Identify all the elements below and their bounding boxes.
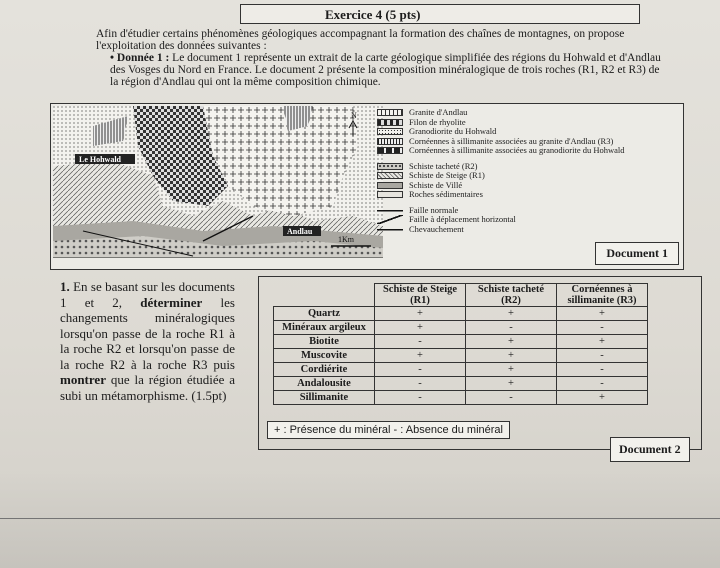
checker-swatch	[377, 119, 403, 126]
bullet-label: • Donnée 1 :	[110, 52, 170, 64]
mineral-presence-cell: -	[375, 335, 466, 349]
legend-label: Cornéennes à sillimanite associées au granodiorite du Hohwald	[409, 145, 625, 155]
mineral-presence-cell: -	[375, 363, 466, 377]
table-row	[274, 391, 648, 405]
map-scale-label: 1Km	[338, 235, 354, 244]
table-row	[274, 377, 648, 391]
mineral-presence-cell: +	[466, 363, 557, 377]
document-2	[258, 276, 702, 450]
mineral-presence-cell: +	[557, 307, 648, 321]
document-1-label: Document 1	[595, 242, 679, 265]
map-legend	[377, 108, 677, 234]
column-header: Schiste tacheté (R2)	[466, 284, 557, 307]
light-swatch	[377, 191, 403, 198]
intro-text	[96, 28, 666, 88]
legend-label: Chevauchement	[409, 223, 464, 234]
table-header-row	[274, 284, 648, 307]
grey-swatch	[377, 182, 403, 189]
mineral-presence-cell: +	[466, 377, 557, 391]
mineral-name: Cordiérite	[274, 363, 375, 377]
legend-label: Faille à déplacement horizontal	[409, 214, 516, 224]
mineral-presence-cell: -	[375, 377, 466, 391]
legend-item	[377, 225, 677, 235]
spots-swatch	[377, 163, 403, 170]
dots-swatch	[377, 128, 403, 135]
bricks-swatch	[377, 147, 403, 154]
bullet-donnee-1	[110, 52, 666, 88]
mineral-name: Andalousite	[274, 377, 375, 391]
legend-label: Roches sédimentaires	[409, 189, 483, 199]
column-header: Schiste de Steige (R1)	[375, 284, 466, 307]
north-arrow-label: N	[351, 111, 357, 120]
legend-label: Granodiorite du Hohwald	[409, 126, 497, 136]
document-2-label: Document 2	[610, 437, 690, 462]
page-shading	[0, 470, 720, 568]
mineral-presence-cell: +	[375, 321, 466, 335]
mineral-presence-cell: +	[466, 349, 557, 363]
thrust-swatch	[377, 225, 403, 234]
mineral-presence-cell: -	[466, 321, 557, 335]
mineral-presence-cell: +	[557, 391, 648, 405]
question-text-part: que la région étudiée a subi un métamorphisme. (1.5pt)	[60, 372, 235, 403]
table-row	[274, 363, 648, 377]
mineral-presence-cell: -	[466, 391, 557, 405]
fault-normal-swatch	[377, 206, 403, 215]
mineral-presence-cell: +	[557, 335, 648, 349]
intro-line: Afin d'étudier certains phénomènes géologiques accompagnant la formation des chaînes de montagnes, on propose l'exploitation des données suivantes :	[96, 28, 625, 52]
table-row	[274, 307, 648, 321]
legend-item	[377, 146, 677, 156]
legend-label: Schiste tacheté (R2)	[409, 160, 478, 171]
mineral-name: Sillimanite	[274, 391, 375, 405]
mineral-name: Quartz	[274, 307, 375, 321]
mineral-name: Biotite	[274, 335, 375, 349]
cross-swatch	[377, 109, 403, 116]
header-blank	[274, 284, 375, 307]
question-number: 1.	[60, 279, 70, 294]
bullet-text: Le document 1 représente un extrait de la carte géologique simplifiée des régions du Hohwald et d'Andlau des Vosges du Nord en France. Le document 2 présente la composition minéralogique de trois roches (R1, R2 et R3) de la région d'Andlau qui ont la même composition chimique.	[110, 52, 661, 88]
mineral-presence-cell: +	[466, 307, 557, 321]
map-label-hohwald: Le Hohwald	[79, 155, 122, 164]
mineral-presence-cell: +	[375, 349, 466, 363]
table-row	[274, 349, 648, 363]
mineral-name: Muscovite	[274, 349, 375, 363]
document-1	[50, 103, 684, 270]
fault-strike-swatch	[377, 215, 403, 224]
legend-label: Granite d'Andlau	[409, 107, 468, 117]
question-text-part: les changements minéralogiques lorsqu'on passe de la roche R1 à la roche R2 et lorsqu'on passe de la roche R2 à la roche R3 puis	[60, 294, 235, 372]
legend-label: Cornéennes à sillimanite associées au granite d'Andlau (R3)	[409, 135, 614, 146]
hatch-swatch	[377, 172, 403, 179]
legend-label: Faille normale	[409, 204, 459, 215]
exercise-title: Exercice 4 (5 pts)	[240, 4, 640, 24]
question-text-part: En se basant sur les documents 1 et 2,	[60, 279, 235, 310]
mineral-presence-cell: -	[557, 321, 648, 335]
map-label-andlau: Andlau	[287, 227, 313, 236]
geological-map	[53, 106, 383, 258]
mineral-table	[273, 283, 648, 405]
legend-label: Filon de rhyolite	[409, 116, 466, 127]
question-verb: montrer	[60, 372, 106, 387]
mineral-presence-cell: -	[375, 391, 466, 405]
mineral-name: Minéraux argileux	[274, 321, 375, 335]
mineral-presence-cell: -	[557, 363, 648, 377]
column-header: Cornéennes à sillimanite (R3)	[557, 284, 648, 307]
mineral-presence-cell: +	[375, 307, 466, 321]
legend-label: Schiste de Villé	[409, 179, 463, 190]
mineral-presence-cell: +	[466, 335, 557, 349]
vlines-swatch	[377, 138, 403, 145]
question-verb: déterminer	[140, 294, 203, 310]
legend-label: Schiste de Steige (R1)	[409, 170, 485, 180]
mineral-presence-cell: -	[557, 377, 648, 391]
table-row	[274, 335, 648, 349]
table-key: + : Présence du minéral - : Absence du minéral	[267, 421, 510, 439]
table-row	[274, 321, 648, 335]
legend-item	[377, 190, 677, 200]
question-1	[60, 279, 235, 403]
mineral-presence-cell: -	[557, 349, 648, 363]
